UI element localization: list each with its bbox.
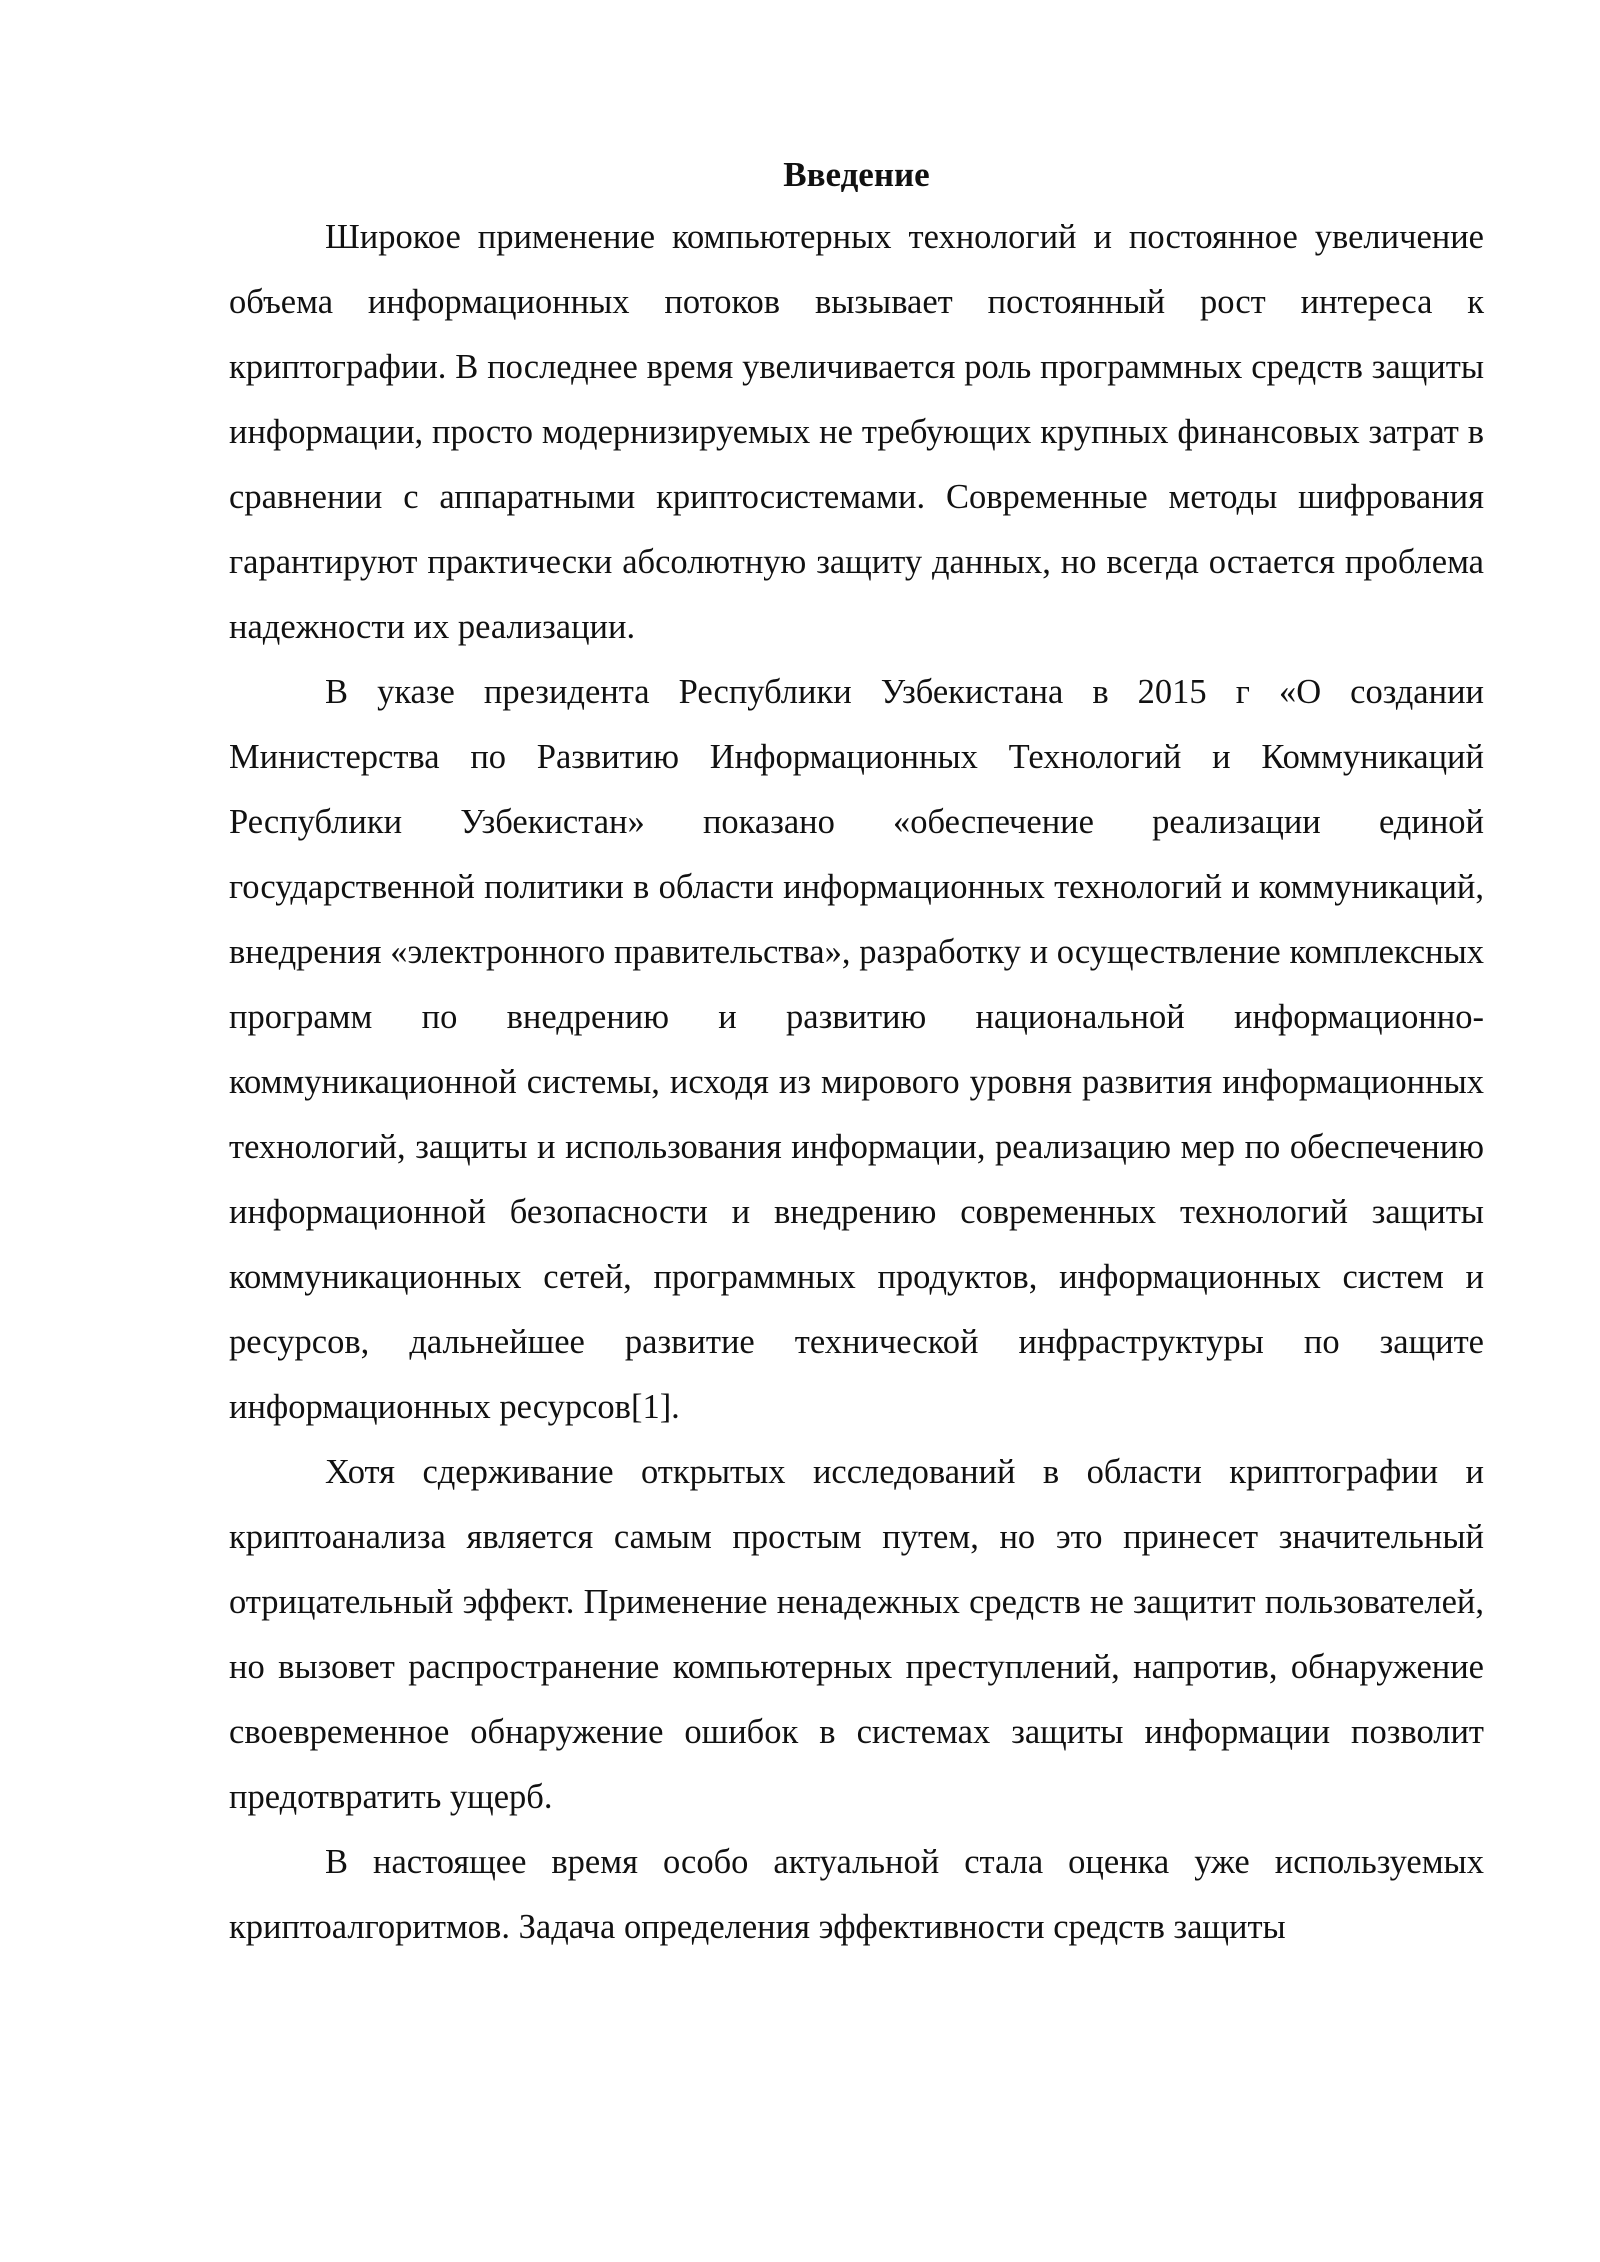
paragraph-2: В указе президента Республики Узбекистана в 2015 г «О создании Министерства по Развитию Информационных Технологий и Коммуникаций Республики Узбекистан» показано «обеспечение реализации единой государственной политики в области информационных технологий и коммуникаций, внедрения «электронного правительства», разработку и осуществление комплексных программ по внедрению и развитию национальной информационно-коммуникационной системы, исходя из мирового уровня развития информационных технологий, защиты и использования информации, реализацию мер по обеспечению информационной безопасности и внедрению современных технологий защиты коммуникационных сетей, программных продуктов, информационных систем и ресурсов, дальнейшее развитие технической инфраструктуры по защите информационных ресурсов[1]. [229, 673, 1484, 1426]
paragraph-3: Хотя сдерживание открытых исследований в области криптографии и криптоанализа является самым простым путем, но это принесет значительный отрицательный эффект. Применение ненадежных средств не защитит пользователей, но вызовет распространение компьютерных преступлений, напротив, обнаружение своевременное обнаружение ошибок в системах защиты информации позволит предотвратить ущерб. [229, 1453, 1484, 1816]
document-body [229, 145, 1484, 1960]
page-title: Введение [783, 155, 930, 194]
paragraph-4: В настоящее время особо актуальной стала оценка уже используемых криптоалгоритмов. Задача определения эффективности средств защиты [229, 1843, 1484, 1946]
paragraph-1: Широкое применение компьютерных технологий и постоянное увеличение объема информационных потоков вызывает постоянный рост интереса к криптографии. В последнее время увеличивается роль программных средств защиты информации, просто модернизируемых не требующих крупных финансовых затрат в сравнении с аппаратными криптосистемами. Современные методы шифрования гарантируют практически абсолютную защиту данных, но всегда остается проблема надежности их реализации. [229, 218, 1484, 646]
